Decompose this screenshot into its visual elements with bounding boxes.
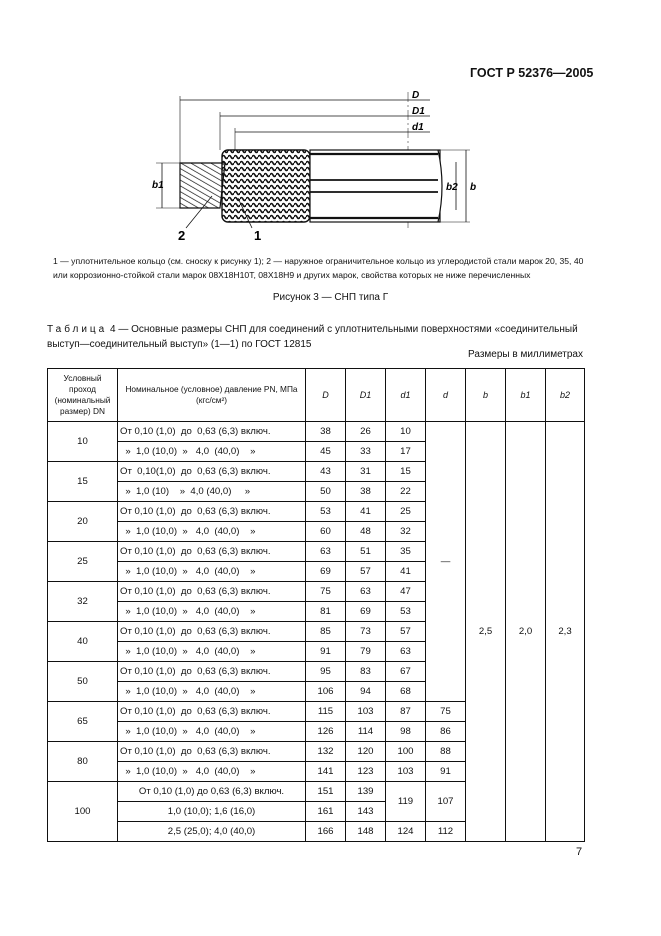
cell-d1: 98 bbox=[386, 722, 426, 742]
dim-d1: d1 bbox=[412, 122, 424, 133]
cell-D: 45 bbox=[306, 442, 346, 462]
cell-d1: 22 bbox=[386, 482, 426, 502]
cell-pn: От 0,10 (1,0) до 0,63 (6,3) включ. bbox=[118, 782, 306, 802]
cell-D1: 83 bbox=[346, 662, 386, 682]
cell-D1: 69 bbox=[346, 602, 386, 622]
cell-D1: 94 bbox=[346, 682, 386, 702]
cell-D: 106 bbox=[306, 682, 346, 702]
cell-d1: 103 bbox=[386, 762, 426, 782]
cell-D1: 139 bbox=[346, 782, 386, 802]
cell-d: 112 bbox=[426, 822, 466, 842]
page-number: 7 bbox=[576, 846, 583, 858]
cell-dn: 10 bbox=[48, 422, 118, 462]
dim-b: b bbox=[470, 182, 477, 193]
cell-pn: От 0,10 (1,0) до 0,63 (6,3) включ. bbox=[118, 422, 306, 442]
cell-D: 161 bbox=[306, 802, 346, 822]
cell-D: 85 bbox=[306, 622, 346, 642]
cell-D: 69 bbox=[306, 562, 346, 582]
cell-pn: От 0,10 (1,0) до 0,63 (6,3) включ. bbox=[118, 622, 306, 642]
units-note: Размеры в миллиметрах bbox=[468, 349, 583, 360]
dim-b2: b2 bbox=[446, 182, 458, 193]
cell-d1: 41 bbox=[386, 562, 426, 582]
cell-D1: 51 bbox=[346, 542, 386, 562]
cell-pn: От 0,10 (1,0) до 0,63 (6,3) включ. bbox=[118, 582, 306, 602]
cell-D: 132 bbox=[306, 742, 346, 762]
cell-d1: 68 bbox=[386, 682, 426, 702]
callout-2: 2 bbox=[178, 228, 186, 243]
cell-d1: 47 bbox=[386, 582, 426, 602]
cell-d1: 25 bbox=[386, 502, 426, 522]
table-label: Таблица bbox=[47, 324, 108, 335]
cell-dn: 15 bbox=[48, 462, 118, 502]
figure-caption: Рисунок 3 — СНП типа Г bbox=[272, 292, 389, 303]
cell-pn: От 0,10 (1,0) до 0,63 (6,3) включ. bbox=[118, 662, 306, 682]
cell-D: 95 bbox=[306, 662, 346, 682]
cell-pn: От 0,10 (1,0) до 0,63 (6,3) включ. bbox=[118, 742, 306, 762]
header-d: d bbox=[426, 369, 466, 422]
cell-dn: 65 bbox=[48, 702, 118, 742]
cell-pn: » 1,0 (10,0) » 4,0 (40,0) » bbox=[118, 442, 306, 462]
cell-D1: 143 bbox=[346, 802, 386, 822]
header-D: D bbox=[306, 369, 346, 422]
cell-pn: От 0,10 (1,0) до 0,63 (6,3) включ. bbox=[118, 542, 306, 562]
cell-b: 2,5 bbox=[466, 422, 506, 842]
cell-pn: От 0,10(1,0) до 0,63 (6,3) включ. bbox=[118, 462, 306, 482]
cell-d-dash: — bbox=[426, 422, 466, 702]
cell-dn: 100 bbox=[48, 782, 118, 842]
cell-d1: 124 bbox=[386, 822, 426, 842]
cell-D: 91 bbox=[306, 642, 346, 662]
cell-D: 53 bbox=[306, 502, 346, 522]
table-title bbox=[47, 322, 587, 352]
cell-D1: 31 bbox=[346, 462, 386, 482]
cell-d1: 119 bbox=[386, 782, 426, 822]
cell-d1: 63 bbox=[386, 642, 426, 662]
cell-b1: 2,0 bbox=[506, 422, 546, 842]
cell-D1: 38 bbox=[346, 482, 386, 502]
cell-D1: 114 bbox=[346, 722, 386, 742]
cell-D1: 79 bbox=[346, 642, 386, 662]
dimensions-table bbox=[47, 368, 585, 842]
cell-pn: » 1,0 (10,0) » 4,0 (40,0) » bbox=[118, 602, 306, 622]
cell-D1: 26 bbox=[346, 422, 386, 442]
cell-dn: 80 bbox=[48, 742, 118, 782]
cell-pn: От 0,10 (1,0) до 0,63 (6,3) включ. bbox=[118, 702, 306, 722]
cell-d1: 57 bbox=[386, 622, 426, 642]
header-D1: D1 bbox=[346, 369, 386, 422]
header-b1: b1 bbox=[506, 369, 546, 422]
cell-D1: 123 bbox=[346, 762, 386, 782]
header-d1: d1 bbox=[386, 369, 426, 422]
table-header-row bbox=[48, 369, 585, 422]
cell-D1: 33 bbox=[346, 442, 386, 462]
header-b: b bbox=[466, 369, 506, 422]
cell-D: 75 bbox=[306, 582, 346, 602]
cell-dn: 40 bbox=[48, 622, 118, 662]
cell-d: 75 bbox=[426, 702, 466, 722]
cell-D: 60 bbox=[306, 522, 346, 542]
cell-D: 151 bbox=[306, 782, 346, 802]
cell-d: 107 bbox=[426, 782, 466, 822]
figure-notes: 1 — уплотнительное кольцо (см. сноску к рисунку 1); 2 — наружное ограничительное кольцо из углеродистой стали марок 20, 35, 40 или коррозионно-стойкой стали марок 08Х18Н10Т, 08Х18Н9 и других марок, свойства которых не ниже перечисленных bbox=[53, 256, 584, 280]
cell-D: 43 bbox=[306, 462, 346, 482]
document-header: ГОСТ Р 52376—2005 bbox=[470, 66, 594, 80]
cell-d1: 15 bbox=[386, 462, 426, 482]
cell-D: 81 bbox=[306, 602, 346, 622]
header-pn: Номинальное (условное) давление PN, МПа (кгс/см²) bbox=[118, 369, 306, 422]
cell-D: 141 bbox=[306, 762, 346, 782]
cell-D: 115 bbox=[306, 702, 346, 722]
cell-d1: 17 bbox=[386, 442, 426, 462]
table-row bbox=[48, 422, 585, 442]
callout-1: 1 bbox=[254, 228, 262, 243]
cell-D1: 41 bbox=[346, 502, 386, 522]
cell-dn: 25 bbox=[48, 542, 118, 582]
cell-D: 63 bbox=[306, 542, 346, 562]
cell-D: 166 bbox=[306, 822, 346, 842]
cell-pn: » 1,0 (10,0) » 4,0 (40,0) » bbox=[118, 562, 306, 582]
cell-D1: 120 bbox=[346, 742, 386, 762]
cell-D1: 63 bbox=[346, 582, 386, 602]
cell-D1: 103 bbox=[346, 702, 386, 722]
cell-pn: » 1,0 (10,0) » 4,0 (40,0) » bbox=[118, 682, 306, 702]
cell-dn: 32 bbox=[48, 582, 118, 622]
cell-D1: 57 bbox=[346, 562, 386, 582]
cell-b2: 2,3 bbox=[546, 422, 585, 842]
cell-pn: 1,0 (10,0); 1,6 (16,0) bbox=[118, 802, 306, 822]
cell-D: 50 bbox=[306, 482, 346, 502]
cell-d: 91 bbox=[426, 762, 466, 782]
cell-d1: 87 bbox=[386, 702, 426, 722]
cell-pn: » 1,0 (10,0) » 4,0 (40,0) » bbox=[118, 642, 306, 662]
cell-d1: 53 bbox=[386, 602, 426, 622]
cell-D: 126 bbox=[306, 722, 346, 742]
cell-d: 86 bbox=[426, 722, 466, 742]
cell-pn: » 1,0 (10) » 4,0 (40,0) » bbox=[118, 482, 306, 502]
dim-D1: D1 bbox=[412, 106, 425, 117]
gasket-drawing bbox=[150, 88, 490, 248]
cell-pn: » 1,0 (10,0) » 4,0 (40,0) » bbox=[118, 722, 306, 742]
table-title-text: 4 — Основные размеры СНП для соединений с уплотнительными поверхностями «соединительный выступ—соединительный выступ» (1—1) по ГОСТ 12815 bbox=[47, 324, 578, 350]
cell-pn: 2,5 (25,0); 4,0 (40,0) bbox=[118, 822, 306, 842]
cell-D1: 148 bbox=[346, 822, 386, 842]
cell-d1: 32 bbox=[386, 522, 426, 542]
cell-D1: 48 bbox=[346, 522, 386, 542]
cell-D: 38 bbox=[306, 422, 346, 442]
cell-d1: 35 bbox=[386, 542, 426, 562]
header-b2: b2 bbox=[546, 369, 585, 422]
cell-D1: 73 bbox=[346, 622, 386, 642]
header-dn: Условный проход (номинальный размер) DN bbox=[48, 369, 118, 422]
cell-dn: 50 bbox=[48, 662, 118, 702]
cell-d1: 10 bbox=[386, 422, 426, 442]
dim-b1: b1 bbox=[152, 180, 164, 191]
cell-dn: 20 bbox=[48, 502, 118, 542]
dim-D: D bbox=[412, 90, 420, 101]
cell-pn: » 1,0 (10,0) » 4,0 (40,0) » bbox=[118, 762, 306, 782]
cell-pn: От 0,10 (1,0) до 0,63 (6,3) включ. bbox=[118, 502, 306, 522]
cell-d1: 100 bbox=[386, 742, 426, 762]
cell-d1: 67 bbox=[386, 662, 426, 682]
cell-d: 88 bbox=[426, 742, 466, 762]
cell-pn: » 1,0 (10,0) » 4,0 (40,0) » bbox=[118, 522, 306, 542]
